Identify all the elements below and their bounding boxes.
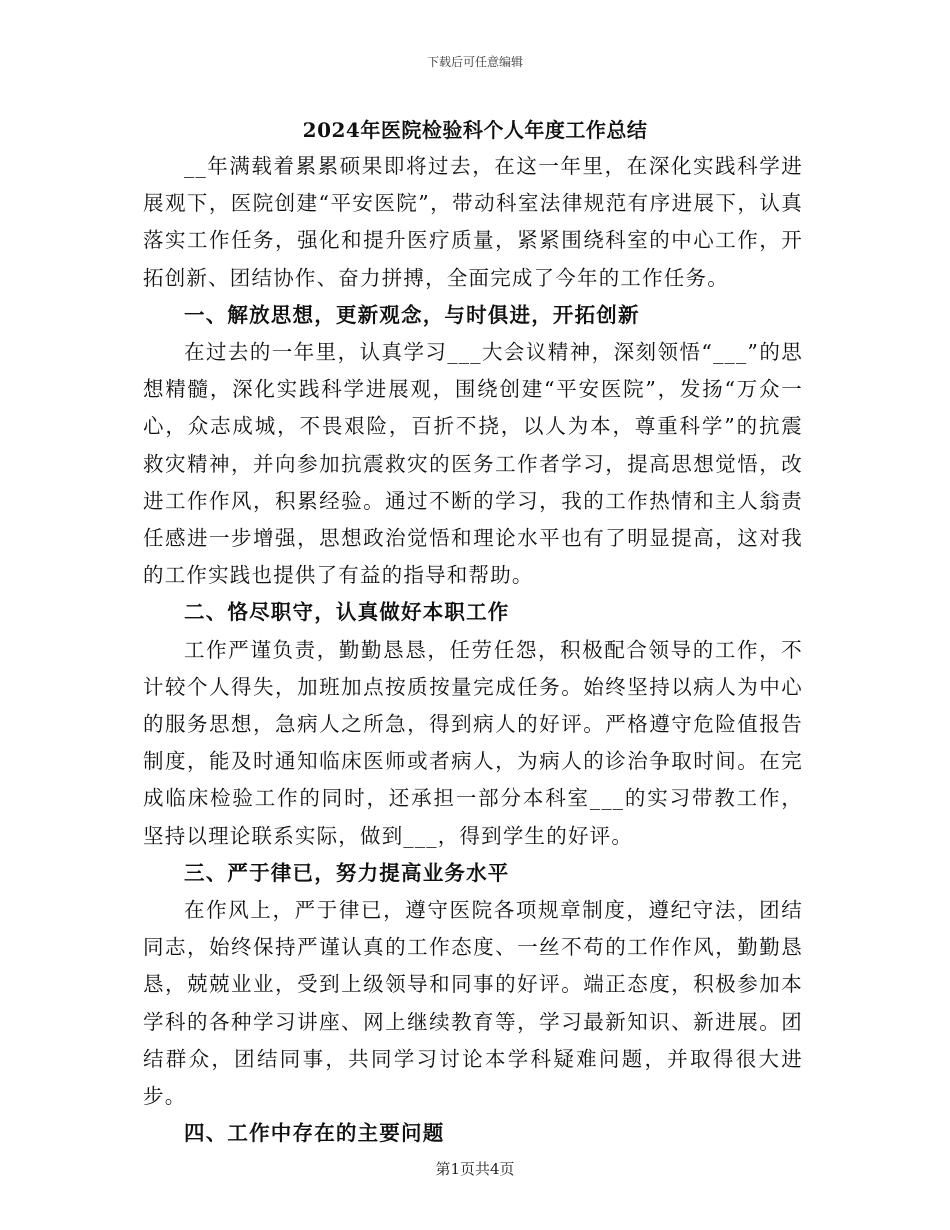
section-heading-4: 四、工作中存在的主要问题 <box>184 1121 445 1146</box>
section-heading-2: 二、恪尽职守，认真做好本职工作 <box>184 600 510 625</box>
intro-paragraph: __年满载着累累硕果即将过去，在这一年里，在深化实践科学进展观下，医院创建“平安医院”，带动科室法律规范有序进展下，认真落实工作任务，强化和提升医疗质量，紧紧围绕科室的中心工作，开拓创新、团结协作、奋力拼搏，全面完成了今年的工作任务。 <box>143 154 803 290</box>
document-body <box>143 148 803 1152</box>
section-body-2: 工作严谨负责，勤勤恳恳，任劳任怨，积极配合领导的工作，不计较个人得失，加班加点按质按量完成任务。始终坚持以病人为中心的服务思想，急病人之所急，得到病人的好评。严格遵守危险值报告制度，能及时通知临床医师或者病人，为病人的诊治争取时间。在完成临床检验工作的同时，还承担一部分本科室___的实习带教工作，坚持以理论联系实际，做到___，得到学生的好评。 <box>143 637 803 848</box>
section-body-1: 在过去的一年里，认真学习___大会议精神，深刻领悟“___”的思想精髓，深化实践科学进展观，围绕创建“平安医院”，发扬“万众一心，众志成城，不畏艰险，百折不挠，以人为本，尊重科学”的抗震救灾精神，并向参加抗震救灾的医务工作者学习，提高思想觉悟，改进工作作风，积累经验。通过不断的学习，我的工作热情和主人翁责任感进一步增强，思想政治觉悟和理论水平也有了明显提高，这对我的工作实践也提供了有益的指导和帮助。 <box>143 340 803 588</box>
section-body-3: 在作风上，严于律已，遵守医院各项规章制度，遵纪守法，团结同志，始终保持严谨认真的工作态度、一丝不苟的工作作风，勤勤恳恳，兢兢业业，受到上级领导和同事的好评。端正态度，积极参加本学科的各种学习讲座、网上继续教育等，学习最新知识、新进展。团结群众，团结同事，共同学习讨论本学科疑难问题，并取得很大进步。 <box>143 898 803 1109</box>
section-heading-1: 一、解放思想，更新观念，与时俱进，开拓创新 <box>184 302 640 327</box>
page-footer: 第1页共4页 <box>435 1160 515 1178</box>
header-note: 下载后可任意编辑 <box>426 55 523 69</box>
document-title: 2024年医院检验科个人年度工作总结 <box>302 118 648 142</box>
section-heading-3: 三、严于律已，努力提高业务水平 <box>184 860 510 885</box>
